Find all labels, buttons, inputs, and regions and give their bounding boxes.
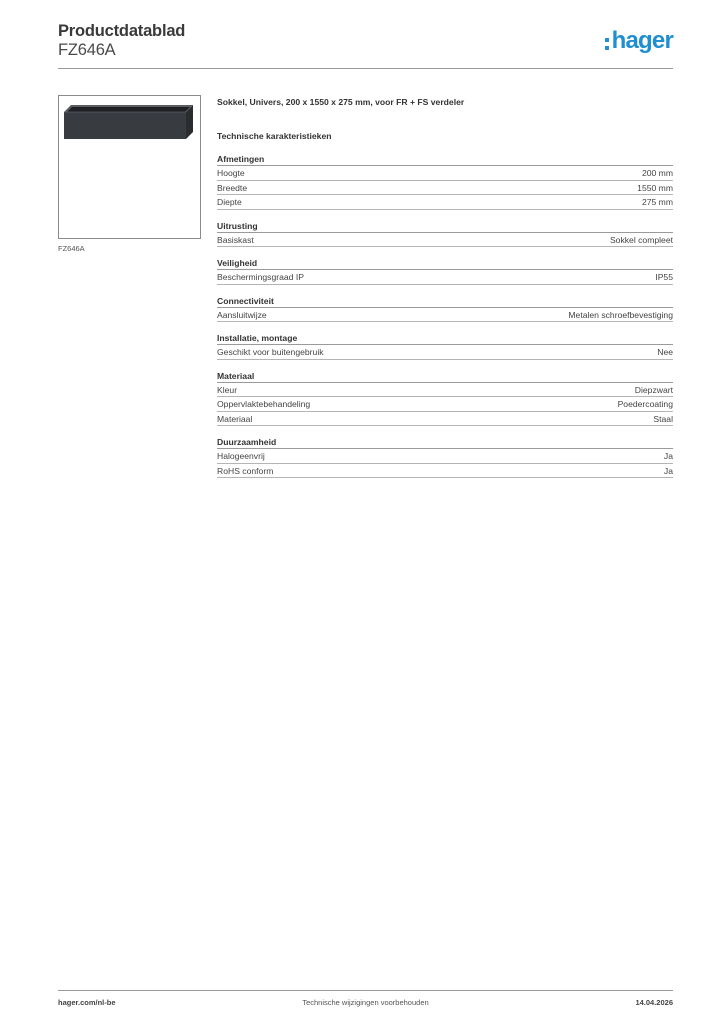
product-code: FZ646A <box>58 41 116 59</box>
spec-label: Geschikt voor buitengebruik <box>217 347 324 357</box>
spec-sections <box>217 153 673 478</box>
spec-row <box>217 345 673 360</box>
spec-label: Basiskast <box>217 234 254 245</box>
spec-value: 1550 mm <box>637 182 673 193</box>
spec-row <box>217 397 673 412</box>
spec-value: Poedercoating <box>617 399 673 409</box>
spec-section <box>217 295 673 323</box>
spec-value: Nee <box>657 347 673 357</box>
spec-label: Breedte <box>217 182 248 193</box>
spec-section <box>217 153 673 210</box>
section-title: Afmetingen <box>217 153 673 166</box>
spec-row <box>217 449 673 464</box>
spec-row <box>217 270 673 285</box>
product-image <box>58 95 201 239</box>
spec-row <box>217 464 673 479</box>
section-title: Connectiviteit <box>217 295 673 308</box>
logo-text: hager <box>611 27 673 54</box>
spec-row <box>217 308 673 323</box>
hager-logo <box>605 28 673 54</box>
spec-value: Sokkel compleet <box>609 234 673 245</box>
spec-row <box>217 181 673 196</box>
footer-divider <box>58 990 673 991</box>
spec-label: Diepte <box>217 197 242 207</box>
spec-row <box>217 233 673 248</box>
spec-section <box>217 220 673 248</box>
logo-dots-icon <box>605 38 609 50</box>
specs-heading: Technische karakteristieken <box>217 131 332 141</box>
product-description: Sokkel, Univers, 200 x 1550 x 275 mm, voor FR + FS verdeler <box>217 97 465 107</box>
spec-label: Beschermingsgraad IP <box>217 272 304 282</box>
spec-value: 200 mm <box>641 168 673 178</box>
spec-section <box>217 436 673 478</box>
section-title: Installatie, montage <box>217 332 673 345</box>
section-title: Uitrusting <box>217 220 673 233</box>
section-title: Duurzaamheid <box>217 436 673 449</box>
spec-label: Oppervlaktebehandeling <box>217 399 311 409</box>
page-header <box>58 22 673 70</box>
spec-label: Halogeenvrij <box>217 451 265 461</box>
section-title: Materiaal <box>217 370 673 383</box>
footer-date: 14.04.2026 <box>635 998 673 1007</box>
spec-content <box>217 95 673 478</box>
spec-label: Materiaal <box>217 413 253 424</box>
spec-value: Metalen schroefbevestiging <box>568 309 673 320</box>
spec-section <box>217 332 673 360</box>
spec-row <box>217 166 673 181</box>
footer-disclaimer: Technische wijzigingen voorbehouden <box>302 998 429 1007</box>
footer-website[interactable]: hager.com/nl-be <box>58 998 116 1007</box>
spec-label: RoHS conform <box>217 465 274 476</box>
spec-label: Hoogte <box>217 168 245 178</box>
spec-row <box>217 195 673 210</box>
spec-section <box>217 370 673 427</box>
spec-value: IP55 <box>655 272 673 282</box>
document-title: Productdatablad <box>58 22 186 40</box>
spec-value: 275 mm <box>641 197 673 207</box>
header-divider <box>58 68 673 69</box>
spec-row <box>217 412 673 427</box>
spec-row <box>217 383 673 398</box>
spec-value: Diepzwart <box>634 384 673 395</box>
spec-value: Ja <box>663 465 673 476</box>
image-caption: FZ646A <box>58 244 85 253</box>
spec-section <box>217 257 673 285</box>
spec-value: Staal <box>653 413 673 424</box>
section-title: Veiligheid <box>217 257 673 270</box>
spec-label: Aansluitwijze <box>217 309 267 320</box>
plinth-image-icon <box>59 96 200 238</box>
spec-label: Kleur <box>217 384 238 395</box>
spec-value: Ja <box>663 451 673 461</box>
